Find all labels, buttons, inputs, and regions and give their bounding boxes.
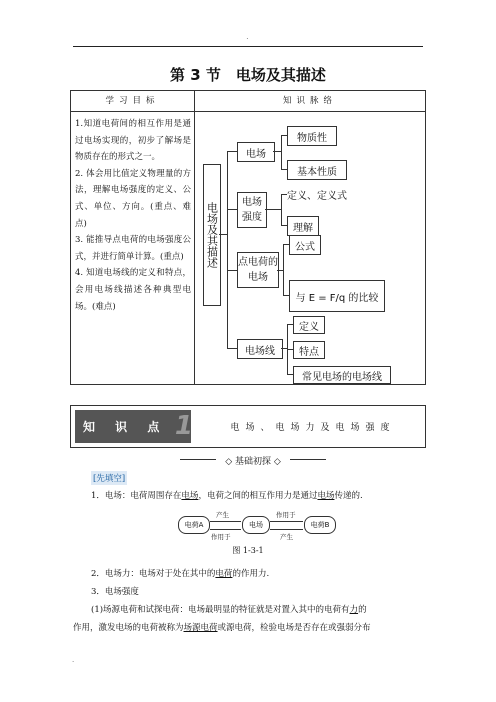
paragraph-4-line-2: 作用，激发电场的电荷被称为场源电荷或源电荷，检验电场是否存在或强弱分布 — [73, 623, 371, 633]
branch-changqiang: 电场强度 — [237, 192, 267, 228]
branch-dianchang: 电场 — [237, 142, 275, 162]
subheader: ◇ 基础初探 ◇ — [225, 457, 281, 467]
leaf-bijiao: 与 E = F/q 的比较 — [289, 280, 385, 312]
goal-3: 3. 能推导点电荷的电场强度公式，并进行简单计算。(重点) — [75, 235, 191, 262]
label-top-right: 作用于 — [276, 511, 296, 519]
leaf-tedian: 特点 — [293, 341, 325, 359]
node-charge-a: 电荷A — [178, 516, 210, 534]
goals-cell — [71, 112, 195, 385]
mindmap — [195, 112, 425, 383]
leaf-gongshi: 公式 — [289, 235, 321, 255]
leaf-dingyi: 定义 — [293, 316, 325, 334]
fill-in-tag: [先填空] — [91, 471, 127, 485]
leaf-lijie: 理解 — [287, 216, 319, 236]
leaf-wuzhixing: 物质性 — [287, 126, 337, 146]
section-title: 电场、电场力及电场强度 — [230, 423, 396, 433]
leaf-jibenxingzhi: 基本性质 — [287, 160, 347, 180]
goal-4: 4. 知道电场线的定义和特点，会用电场线描述各种典型电场。(难点) — [75, 268, 191, 312]
goal-2: 2. 体会用比值定义物理量的方法，理解电场强度的定义、公式、单位、方向。(重点、难点) — [75, 168, 191, 229]
label-top-left: 产生 — [216, 511, 229, 519]
section-number: 1 — [174, 411, 193, 441]
label-bottom-right: 产生 — [280, 533, 293, 541]
branch-diandianhe: 点电荷的电场 — [237, 252, 279, 288]
branch-dianchangxian: 电场线 — [237, 339, 283, 359]
figure-caption: 图 1-3-1 — [232, 546, 264, 555]
col-context-header: 知识脉络 — [195, 91, 426, 112]
leaf-changjian: 常见电场的电场线 — [293, 366, 391, 384]
overview-table — [70, 90, 426, 385]
mindmap-root: 电场及其描述 — [203, 164, 221, 306]
leaf-dingyi-shi: 定义、定义式 — [287, 185, 365, 203]
col-goals-header: 学习目标 — [71, 91, 195, 112]
section-badge-label: 知 识 点 — [83, 420, 168, 434]
section-badge — [75, 410, 191, 443]
node-field: 电场 — [242, 516, 270, 534]
paragraph-2: 2．电场力：电场对于处在其中的电荷的作用力. — [91, 569, 270, 579]
goal-1: 1.知道电荷间的相互作用是通过电场实现的，初步了解场是物质存在的形式之一。 — [75, 119, 191, 163]
section-header — [70, 405, 426, 448]
header-mark: · — [246, 34, 249, 43]
page-title: 第 3 节 电场及其描述 — [170, 66, 326, 84]
paragraph-4-line-1: (1)场源电荷和试探电荷：电场最明显的特征就是对置入其中的电荷有力的 — [91, 605, 367, 615]
label-bottom-left: 作用于 — [211, 533, 231, 541]
footer-mark: . — [72, 655, 75, 664]
header-rule — [73, 46, 423, 47]
node-charge-b: 电荷B — [304, 516, 336, 534]
paragraph-3: 3．电场强度 — [91, 587, 139, 597]
paragraph-1: 1．电场：电荷周围存在电场，电荷之间的相互作用力是通过电场传递的. — [91, 491, 363, 501]
mindmap-cell — [195, 112, 426, 385]
